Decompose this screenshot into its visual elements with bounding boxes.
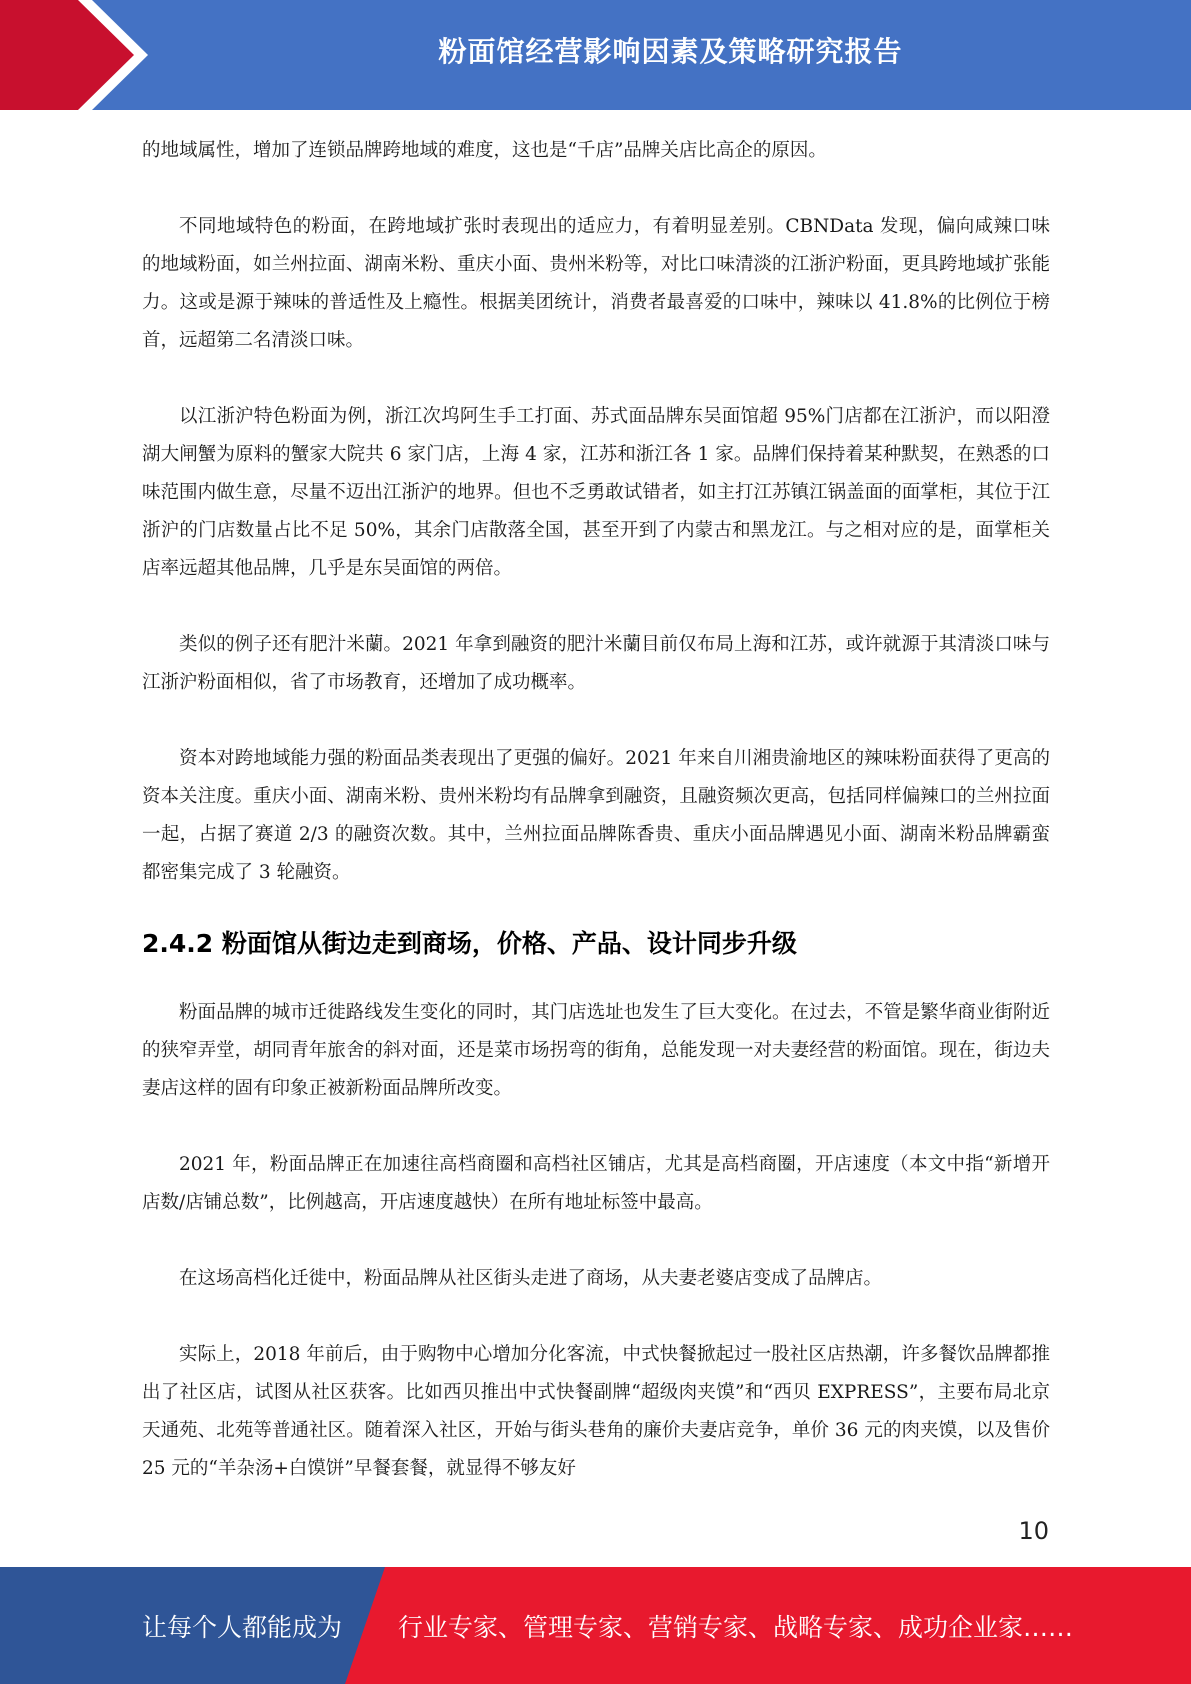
- footer-slogan-left: 让每个人都能成为: [142, 1612, 343, 1642]
- header-title: 粉面馆经营影响因素及策略研究报告: [438, 35, 903, 68]
- paragraph: 资本对跨地域能力强的粉面品类表现出了更强的偏好。2021 年来自川湘贵渝地区的辣味粉面获得了更高的资本关注度。重庆小面、湖南米粉、贵州米粉均有品牌拿到融资，且融资频次更高，包括同样偏辣口的兰州拉面一起，占据了赛道 2/3 的融资次数。其中，兰州拉面品牌陈香贵、重庆小面品牌遇见小面、湖南米粉品牌霸蛮都密集完成了 3 轮融资。: [142, 748, 1050, 883]
- page-number: 10: [1018, 1517, 1049, 1545]
- paragraph: 的地域属性，增加了连锁品牌跨地域的难度，这也是“千店”品牌关店比高企的原因。: [142, 140, 827, 161]
- page-header: [0, 0, 1191, 110]
- footer-slogan-right: 行业专家、管理专家、营销专家、战略专家、成功企业家……: [398, 1612, 1074, 1642]
- paragraph: 粉面品牌的城市迁徙路线发生变化的同时，其门店选址也发生了巨大变化。在过去，不管是繁华商业街附近的狭窄弄堂，胡同青年旅舍的斜对面，还是菜市场拐弯的街角，总能发现一对夫妻经营的粉面馆。现在，街边夫妻店这样的固有印象正被新粉面品牌所改变。: [142, 1002, 1050, 1099]
- document-body: [142, 132, 1050, 1488]
- paragraph: 类似的例子还有肥汁米蘭。2021 年拿到融资的肥汁米蘭目前仅布局上海和江苏，或许就源于其清淡口味与江浙沪粉面相似，省了市场教育，还增加了成功概率。: [142, 634, 1050, 693]
- section-heading: 2.4.2 粉面馆从街边走到商场，价格、产品、设计同步升级: [142, 929, 797, 958]
- paragraph: 在这场高档化迁徙中，粉面品牌从社区街头走进了商场，从夫妻老婆店变成了品牌店。: [179, 1268, 883, 1289]
- paragraph: 不同地域特色的粉面，在跨地域扩张时表现出的适应力，有着明显差别。CBNData 发现，偏向咸辣口味的地域粉面，如兰州拉面、湖南米粉、重庆小面、贵州米粉等，对比口味清淡的江浙沪粉面，更具跨地域扩张能力。这或是源于辣味的普适性及上瘾性。根据美团统计，消费者最喜爱的口味中，辣味以 41.8%的比例位于榜首，远超第二名清淡口味。: [142, 216, 1050, 351]
- paragraph: 2021 年，粉面品牌正在加速往高档商圈和高档社区铺店，尤其是高档商圈，开店速度（本文中指“新增开店数/店铺总数”，比例越高，开店速度越快）在所有地址标签中最高。: [142, 1154, 1050, 1213]
- page-footer: [0, 1567, 1191, 1684]
- paragraph: 实际上，2018 年前后，由于购物中心增加分化客流，中式快餐掀起过一股社区店热潮，许多餐饮品牌都推出了社区店，试图从社区获客。比如西贝推出中式快餐副牌“超级肉夹馍”和“西贝 EXPRESS”，主要布局北京天通苑、北苑等普通社区。随着深入社区，开始与街头巷角的廉价夫妻店竞争，单价 36 元的肉夹馍，以及售价 25 元的“羊杂汤+白馍饼”早餐套餐，就显得不够友好: [142, 1344, 1050, 1479]
- paragraph: 以江浙沪特色粉面为例，浙江次坞阿生手工打面、苏式面品牌东吴面馆超 95%门店都在江浙沪，而以阳澄湖大闸蟹为原料的蟹家大院共 6 家门店，上海 4 家，江苏和浙江各 1 家。品牌们保持着某种默契，在熟悉的口味范围内做生意，尽量不迈出江浙沪的地界。但也不乏勇敢试错者，如主打江苏镇江锅盖面的面掌柜，其位于江浙沪的门店数量占比不足 50%，其余门店散落全国，甚至开到了内蒙古和黑龙江。与之相对应的是，面掌柜关店率远超其他品牌，几乎是东吴面馆的两倍。: [142, 406, 1050, 579]
